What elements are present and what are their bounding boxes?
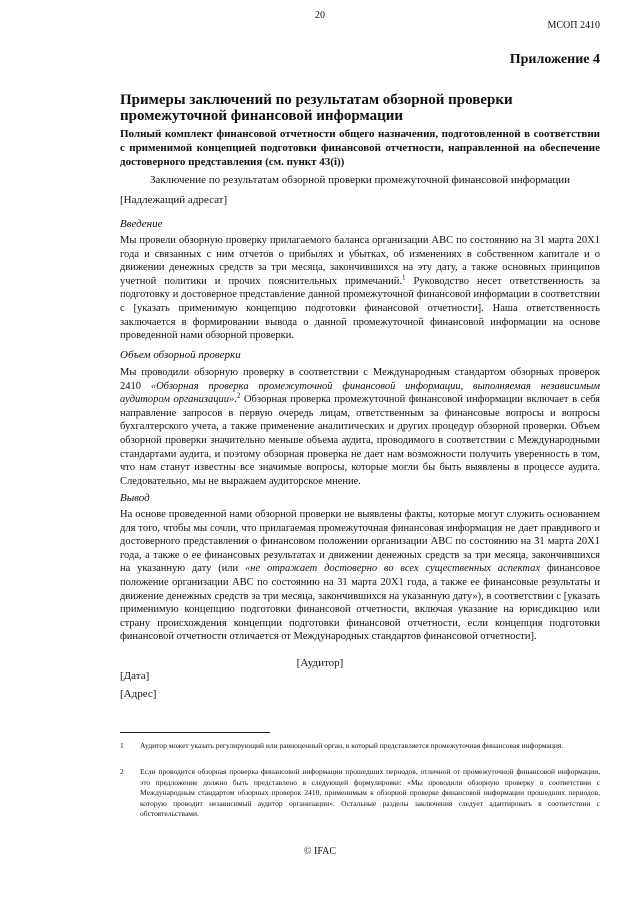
intro-text-1: Мы провели обзорную проверку прилагаемого баланса организации ABC по состоянию на 31 марта 20X1 года и связанных с ним отчетов о прибылях и убытках, об изменениях в собственном капитале и о движении денежных средств за три месяца, закончившихся на эту дату, а также основных принципов учетной политики и прочих пояснительных примечаний. [120,235,600,287]
footnote-divider [120,732,270,733]
intro-paragraph [120,234,600,343]
scope-standard-title: «Обзорная проверка промежуточной финансовой информации, выполняемая независимым аудитором организации» [120,380,601,406]
conclusion-heading: Вывод [120,492,150,504]
signature-address: [Адрес] [120,688,157,700]
document-subtitle: Полный комплект финансовой отчетности общего назначения, подготовленной в соответствии с применимой концепцией подготовки финансовой отчетности, направленной на обеспечение достоверного представления (см. пункт 43(i)) [120,128,600,168]
footnote-ref-1: 1 [402,273,406,282]
footnote-number: 1 [120,741,124,750]
scope-text-2: Обзорная проверка промежуточной финансовой информации включает в себя направление запросов в первую очередь лицам, ответственным за финансовые вопросы и вопросы бухгалтерского учета, а также применение аналитических и других процедур обзорной проверки. Объем обзорной проверки значительно меньше объема аудита, проводимого в соответствии с Международными стандартами аудита, и поэтому обзорная проверка не дает нам возможности получить уверенность в том, что нам станут известны все значимые вопросы, которые могли бы быть выявлены в процессе аудита. Следовательно, мы не выражаем аудиторское мнение. [120,394,600,487]
standard-code: МСОП 2410 [547,20,600,31]
conclusion-italic: «не отражает достоверно во всех существенных аспектах [245,563,541,575]
footnote-text: Аудитор может указать регулирующий или равноценный орган, в который представляется промежуточная финансовая информация. [140,741,564,750]
signature-date: [Дата] [120,670,150,682]
footnote-ref-2: 2 [236,391,241,400]
footnote-text: Если проводится обзорная проверка финансовой информации прошедших периодов, отличной от промежуточной финансовой информации, это предложение должно быть представлено в следующей формулировке: «Мы проводили обзорную проверку в соответствии с Международным стандартом обзорных проверок 2410, применимым к обзорной проверке финансовой информации прошедших периодов, которую проводит независимый аудитор организации». Остальные разделы заключения следует адаптировать в соответствии с обстоятельствами. [140,767,600,818]
conclusion-text-2: финансовое положение организации ABC по состоянию на 31 марта 20X1 года, а также ее финансовые результаты и движение денежных средств за три месяца, закончившихся на указанную дату»), в соответствии с [указать применимую концепцию подготовки финансовой отчетности, включая указание на юрисдикцию или страну происхождения концепции подготовки финансовой отчетности, если концепция подготовки финансовой отчетности отличается от Международных стандартов финансовой отчетности]. [120,563,600,643]
scope-heading: Объем обзорной проверки [120,349,241,361]
conclusion-text-1: На основе проведенной нами обзорной проверки не выявлены факты, которые могут служить основанием для того, чтобы мы сочли, что прилагаемая промежуточная финансовая информация не дает правдивого и достоверного представления о финансовом положении организации ABC по состоянию на 31 марта 20X1 года, а также о ее финансовых результатах и движении денежных средств за три месяца, закончившихся на указанную дату (или [120,509,600,575]
conclusion-paragraph [120,508,600,644]
report-title: Заключение по результатам обзорной проверки промежуточной финансовой информации [149,174,571,186]
auditor-signature: [Аудитор] [296,657,344,669]
intro-text-2: Руководство несет ответственность за подготовку и достоверное представление данной промежуточной финансовой информации в соответствии с [указать применимую концепцию подготовки финансовой отчетности]. Наша ответственность заключается в формировании вывода о данной промежуточной финансовой информации на основе проведенной нами обзорной проверки. [120,275,601,342]
addressee: [Надлежащий адресат] [120,194,228,206]
document-title: Примеры заключений по результатам обзорной проверки промежуточной финансовой информации [120,92,513,124]
footnote-2 [120,767,600,820]
page-number: 20 [315,10,325,21]
scope-paragraph: Мы проводили обзорную проверку в соответствии с Международным стандартом обзорных проверок 2410 «Обзорная проверка промежуточной финансовой информации, выполняемая независимым аудитором организации».$^2$ Обзорная проверка промежуточной финансовой информации включает в себя направление запросов в первую очередь лицам, ответственным за финансовые вопросы и вопросы бухгалтерского учета, а также применение аналитических и других процедур обзорной проверки. Объем обзорной проверки значительно меньше объема аудита, проводимого в соответствии с Международными стандартами аудита, и поэтому обзорная проверка не дает нам возможности получить уверенность в том, что нам станут известны все значимые вопросы, которые могли бы быть выявлены в процессе аудита. Следовательно, мы не выражаем аудиторское мнение. [120,367,601,487]
footnote-number: 2 [120,767,124,776]
footer-copyright: © IFAC [303,846,337,857]
intro-heading: Введение [120,218,163,230]
scope-text-1: Мы проводили обзорную проверку в соответствии с Международным стандартом обзорных проверок 2410 [120,367,600,392]
footnote-1 [120,741,600,752]
appendix-label: Приложение 4 [509,52,600,67]
